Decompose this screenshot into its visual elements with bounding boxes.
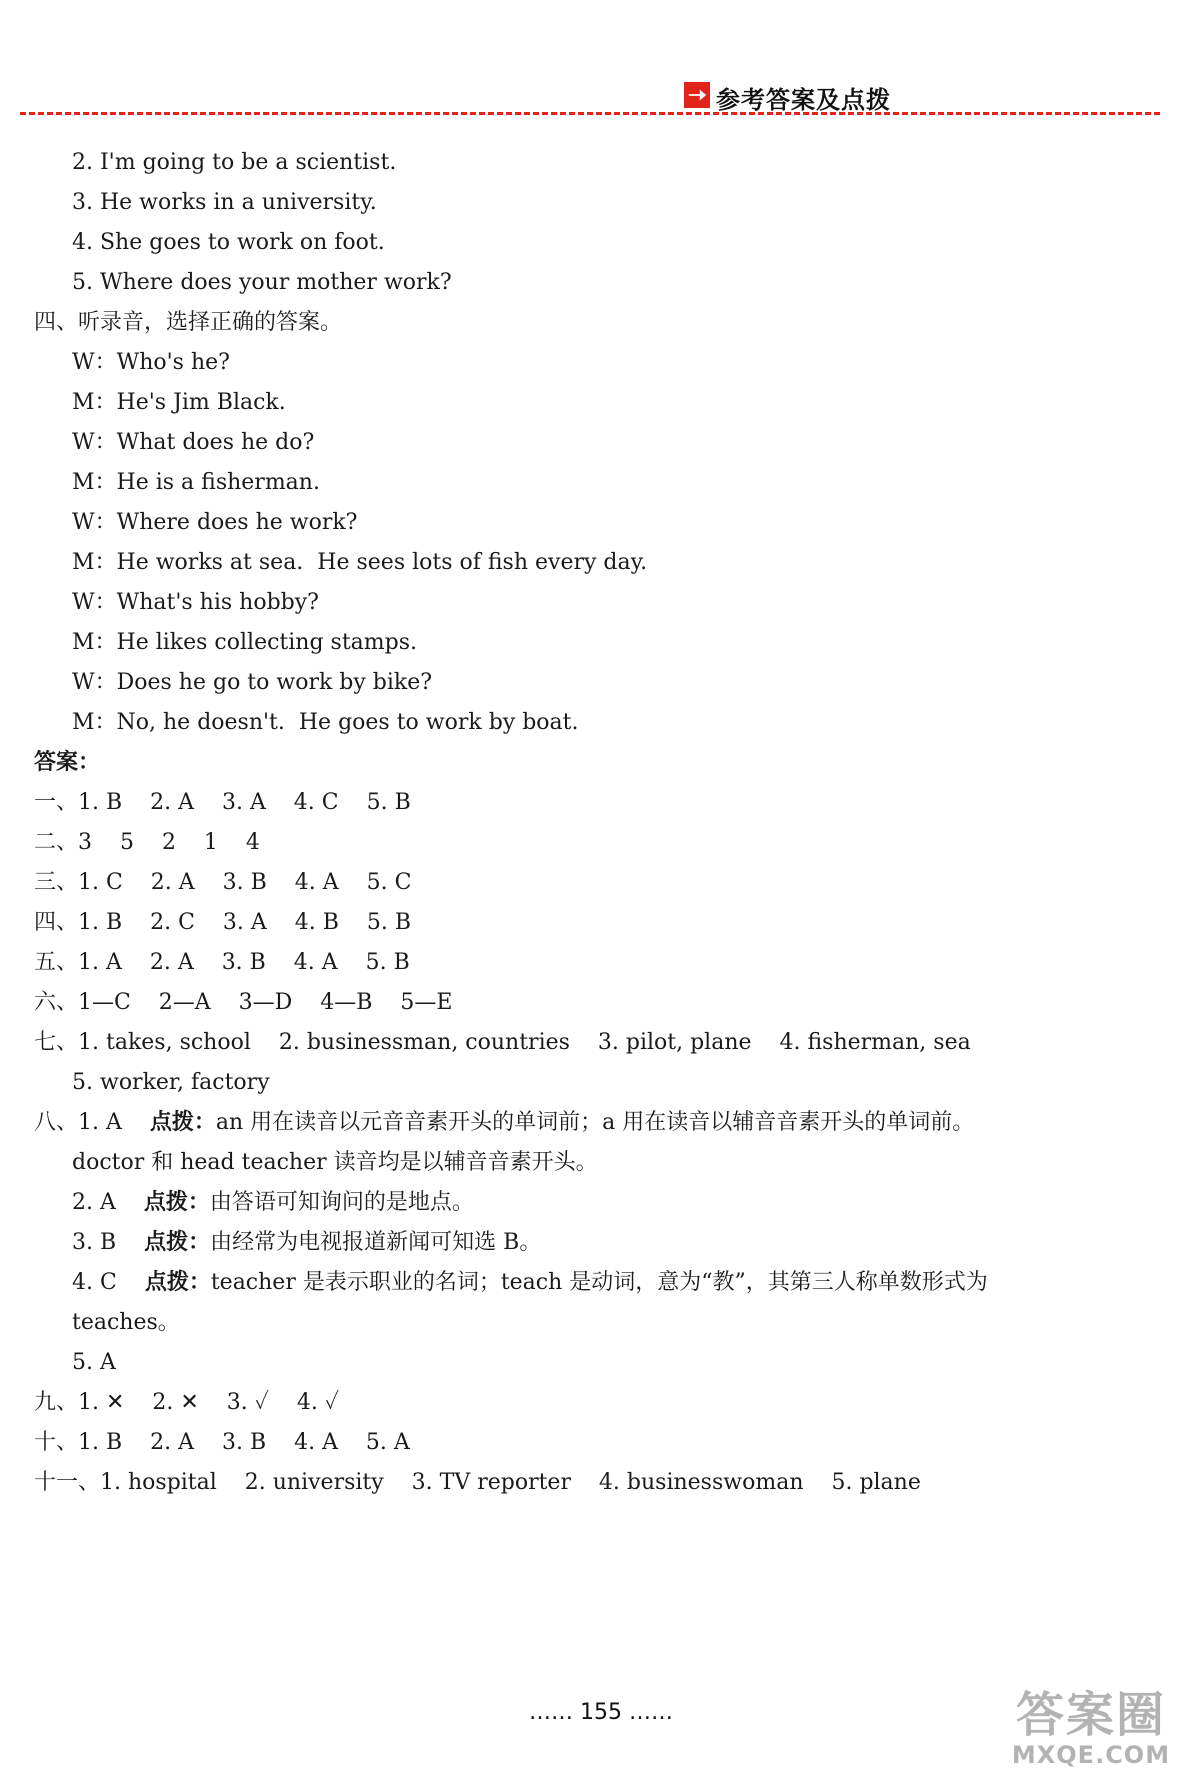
header-divider <box>20 112 1160 115</box>
answer-row-with-hint <box>72 1268 988 1298</box>
watermark-main: 答案圈 <box>1015 1687 1166 1743</box>
dialogue-line: M：He is a fisherman. <box>72 470 320 495</box>
answer-row: 五、1. A 2. A 3. B 4. A 5. B <box>34 950 410 975</box>
answer-row-with-hint <box>72 1188 474 1218</box>
page-header <box>0 70 1202 120</box>
answer-row: 十、1. B 2. A 3. B 4. A 5. A <box>34 1430 410 1455</box>
dialogue-line: M：He works at sea. He sees lots of fish every day. <box>72 550 648 575</box>
hint-label: 点拨： <box>144 1230 211 1255</box>
answer-row: 七、1. takes, school 2. businessman, countries 3. pilot, plane 4. fisherman, sea <box>34 1030 971 1055</box>
section-heading: 四、听录音，选择正确的答案。 <box>34 310 343 335</box>
page-number: …… 155 …… <box>529 1700 673 1725</box>
answer-row-with-hint <box>72 1228 541 1258</box>
answer-number: 2. A <box>72 1190 116 1215</box>
hint-continuation: teaches。 <box>72 1310 180 1335</box>
dialogue-line: W：What's his hobby? <box>72 590 319 615</box>
answer-row: 三、1. C 2. A 3. B 4. A 5. C <box>34 870 412 895</box>
watermark-logo <box>996 1688 1186 1778</box>
hint-text: teacher 是表示职业的名词；teach 是动词，意为“教”，其第三人称单数形式为 <box>210 1270 988 1295</box>
hint-text: an 用在读音以元音音素开头的单词前；a 用在读音以辅音音素开头的单词前。 <box>215 1110 975 1135</box>
text-line: 3. He works in a university. <box>72 190 377 215</box>
answer-row: 十一、1. hospital 2. university 3. TV reporter 4. businesswoman 5. plane <box>34 1470 921 1495</box>
hint-label: 点拨： <box>143 1190 210 1215</box>
hint-label: 点拨： <box>144 1270 211 1295</box>
answer-row: 一、1. B 2. A 3. A 4. C 5. B <box>34 790 411 815</box>
dialogue-line: M：He's Jim Black. <box>72 390 286 415</box>
hint-text: 由答语可知询问的是地点。 <box>209 1190 474 1215</box>
hint-text: 由经常为电视报道新闻可知选 B。 <box>210 1230 542 1255</box>
answer-number: 八、1. A <box>34 1110 122 1135</box>
text-line: 2. I'm going to be a scientist. <box>72 150 397 175</box>
answer-row-with-hint <box>34 1108 974 1138</box>
hint-label: 点拨： <box>149 1110 216 1135</box>
text-line: 4. She goes to work on foot. <box>72 230 385 255</box>
hint-continuation: doctor 和 head teacher 读音均是以辅音音素开头。 <box>72 1150 598 1175</box>
answer-row: 六、1—C 2—A 3—D 4—B 5—E <box>34 990 453 1015</box>
answer-row: 四、1. B 2. C 3. A 4. B 5. B <box>34 910 412 935</box>
answer-row: 九、1. ✕ 2. ✕ 3. ✓ 4. ✓ <box>34 1390 340 1415</box>
dialogue-line: W：What does he do? <box>72 430 315 455</box>
dialogue-line: M：No, he doesn't. He goes to work by boat. <box>72 710 579 735</box>
watermark-sub: MXQE.COM <box>1011 1741 1171 1769</box>
arrow-icon <box>684 82 710 108</box>
answer-row: 二、3 5 2 1 4 <box>34 830 260 855</box>
dialogue-line: M：He likes collecting stamps. <box>72 630 418 655</box>
header-title: 参考答案及点拨 <box>716 86 891 114</box>
answer-row: 5. worker, factory <box>72 1070 270 1095</box>
answers-label: 答案： <box>34 750 101 775</box>
answer-number: 4. C <box>72 1270 117 1295</box>
answer-number: 3. B <box>72 1230 117 1255</box>
answer-row: 5. A <box>72 1350 116 1375</box>
text-line: 5. Where does your mother work? <box>72 270 452 295</box>
dialogue-line: W：Where does he work? <box>72 510 358 535</box>
dialogue-line: W：Does he go to work by bike? <box>72 670 433 695</box>
dialogue-line: W：Who's he? <box>72 350 230 375</box>
